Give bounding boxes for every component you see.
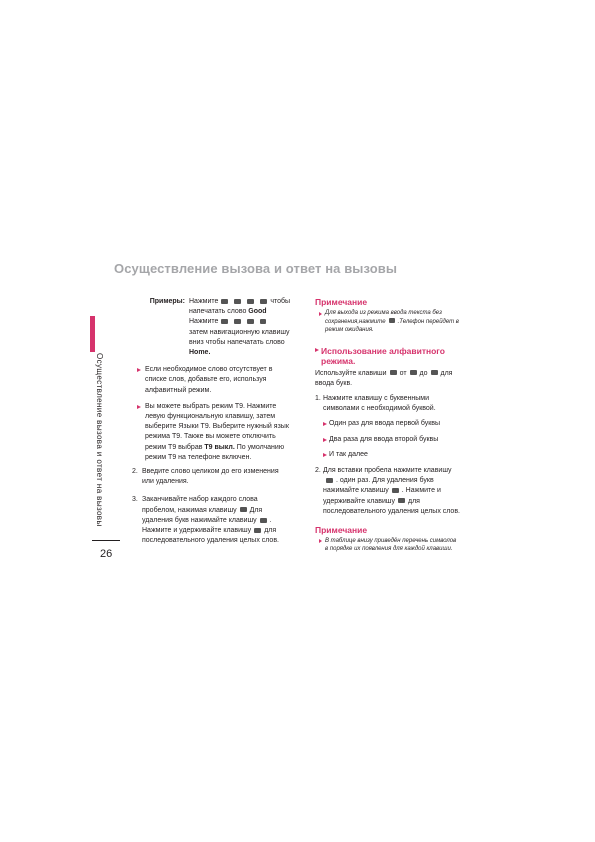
key-icon: [390, 370, 397, 375]
step-2: [132, 467, 292, 487]
para-text: от: [399, 369, 407, 377]
step-number: 3.: [132, 496, 138, 504]
key-icon: [431, 370, 438, 375]
space-key-icon: [240, 507, 247, 512]
para-text: до: [419, 369, 428, 377]
bullet-t9-mode: [132, 402, 292, 463]
step-text: Заканчивайте набор каждого слова пробелом, нажимая клавишу: [142, 496, 258, 514]
section-title: Осуществление вызова и ответ на вызовы: [114, 261, 398, 276]
end-key-icon: [389, 318, 395, 323]
example-text: Нажмите: [189, 298, 219, 305]
bullet-once: Один раз для ввода первой буквы: [315, 419, 461, 429]
step-text: . один раз. Для удаления букв нажимайте клавишу: [323, 477, 434, 495]
para-text: Используйте клавиши: [315, 369, 387, 377]
key-icon: [410, 370, 417, 375]
step-text: Для удаления букв нажимайте клавишу: [142, 506, 263, 524]
step-text: Нажмите клавишу с буквенными символами с необходимой буквой.: [323, 394, 436, 413]
key-icon: [247, 299, 254, 304]
clear-key-icon: [392, 488, 399, 493]
note-title: Примечание: [315, 524, 368, 535]
bullet-text: По умолчанию режим T9 на телефоне включен.: [145, 443, 285, 461]
bullet-text: Вы можете выбрать режим T9. Нажмите левую функциональную клавишу, затем выберите Языки T9. Выберите нужный язык режима T9. Также вы можете отключить режим T9 выбрав: [145, 402, 289, 451]
note-text-part: .Телефон перейдет в режим ожидания.: [325, 318, 459, 333]
clear-key-icon: [260, 518, 267, 523]
alpha-step-1: [315, 394, 461, 414]
step-number: 1.: [315, 394, 321, 402]
example-text: напечатать слово: [189, 308, 249, 316]
key-icon: [221, 319, 228, 324]
key-icon: [221, 299, 228, 304]
examples-label: Примеры:: [149, 298, 185, 305]
example-text: Нажмите: [189, 318, 219, 326]
alpha-step-2: [315, 466, 461, 517]
examples-block: [132, 297, 292, 358]
t9-off-label: T9 выкл.: [204, 443, 235, 451]
example-word-home: Home.: [189, 349, 211, 357]
step-text: Введите слово целиком до его изменения или удаления.: [142, 468, 279, 486]
clear-key-icon: [398, 498, 405, 503]
bullet-twice: Два раза для ввода второй буквы: [315, 435, 461, 445]
key-icon: [260, 299, 267, 304]
step-number: 2.: [132, 468, 138, 476]
page-number: 26: [100, 548, 113, 560]
step-text: Для вставки пробела нажмите клавишу: [323, 466, 452, 474]
bullet-add-word: Если необходимое слово отсутствует в списке слов, добавьте его, используя алфавитный режим.: [132, 365, 292, 396]
step-text: для последовательного удаления целых слов.: [323, 497, 460, 515]
note-text: В таблице внизу приведён перечень символов в порядке их появления для каждой клавиши.: [315, 537, 461, 554]
left-column: [132, 297, 292, 546]
para-text: для ввода букв.: [315, 369, 453, 387]
page-divider: [92, 540, 120, 541]
note-text: [315, 309, 461, 335]
note-title: Примечание: [315, 297, 368, 307]
subsection-title: Использование алфавитного режима.: [315, 346, 461, 366]
side-chapter-label: Осуществление вызова и ответ на вызовы: [95, 353, 105, 527]
step-3: [132, 495, 292, 546]
right-column: [315, 297, 461, 554]
step-text: для последовательного удаления целых слов.: [142, 527, 279, 545]
example-text: затем навигационную клавишу: [189, 328, 290, 336]
bullet-etc: И так далее: [315, 450, 461, 460]
clear-key-icon: [254, 528, 261, 533]
space-key-icon: [326, 478, 333, 483]
side-accent-bar: [90, 316, 95, 352]
step-text: . Нажмите и удерживайте клавишу: [323, 487, 441, 505]
examples-text: [189, 297, 292, 358]
step-text: . Нажмите и удерживайте клавишу: [142, 516, 272, 535]
step-number: 2.: [315, 466, 321, 474]
example-word-good: Good: [248, 308, 267, 316]
nav-down-key-icon: [260, 319, 266, 324]
key-icon: [234, 319, 241, 324]
example-text: чтобы: [270, 298, 291, 305]
key-icon: [247, 319, 254, 324]
example-text: вниз чтобы напечатать слово: [189, 338, 285, 346]
key-icon: [234, 299, 241, 304]
note-text-part: Для выхода из режима ввода текста без сохранения,нажмите: [325, 310, 442, 325]
alpha-intro: [315, 369, 461, 389]
